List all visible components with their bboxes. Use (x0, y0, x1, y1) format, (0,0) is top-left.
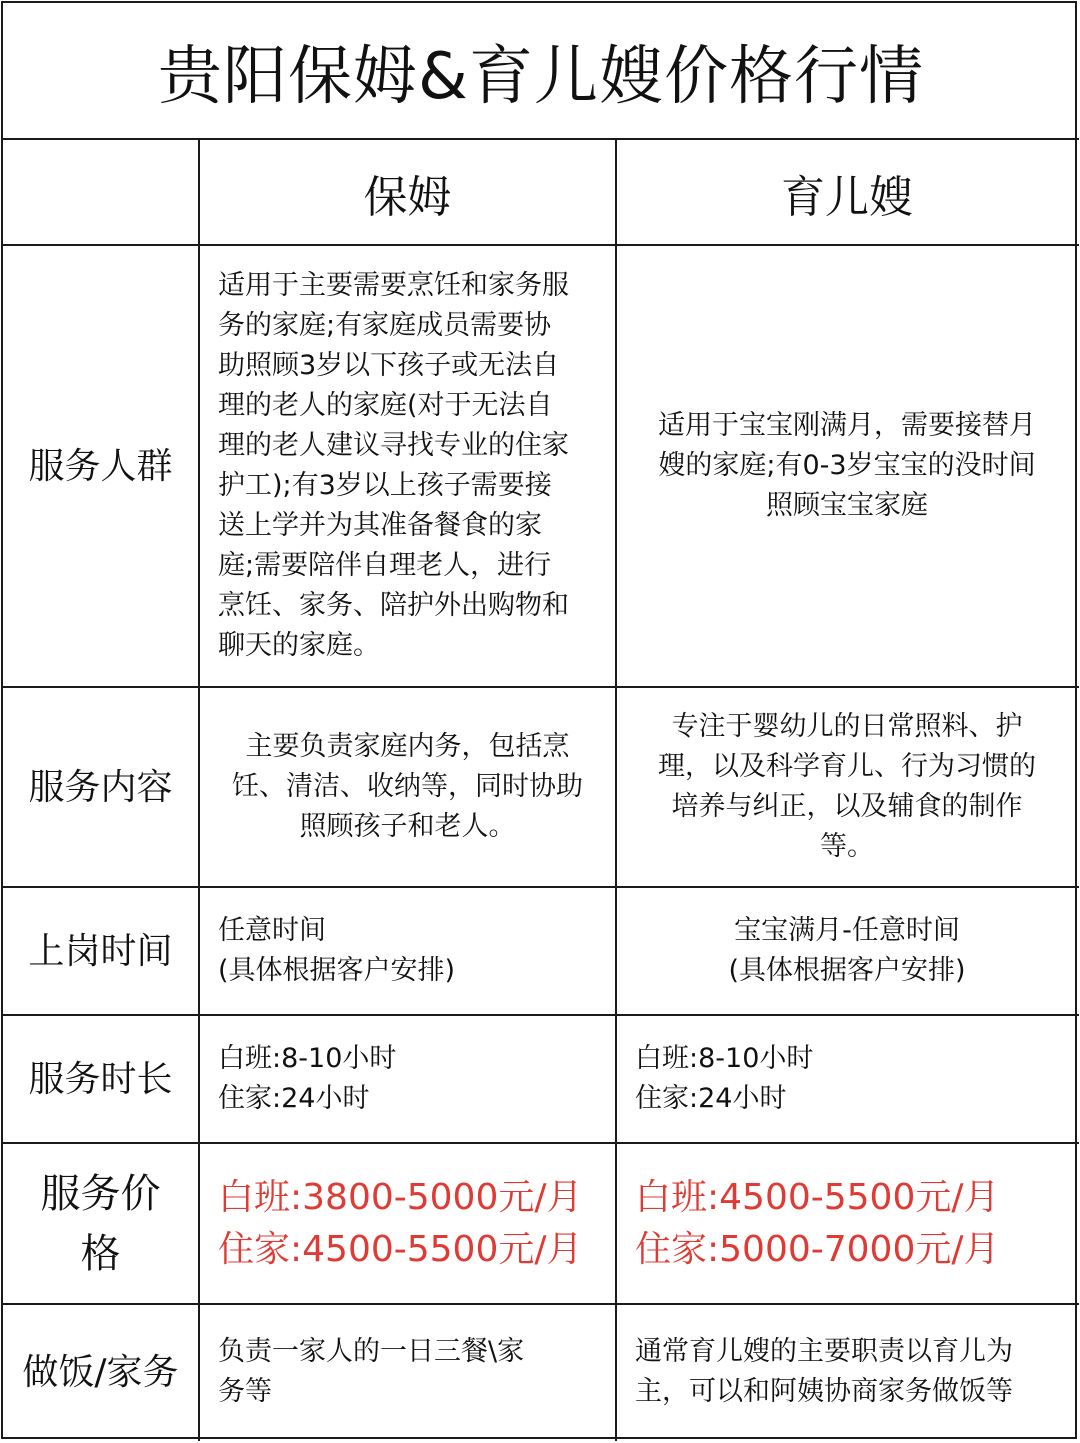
cell-crowd-nanny: 适用于主要需要烹饪和家务服 务的家庭;有家庭成员需要协 助照顾3岁以下孩子或无法自 理的老人的家庭(对于无法自 理的老人建议寻找专业的住家 护工);有3岁以上孩子需要接 送上学并为其准备餐食的家 庭;需要陪伴自理老人，进行 烹饪、家务、陪护外出购物和 聊天的家庭。 (218, 270, 569, 661)
row-label-start: 上岗时间 (28, 930, 173, 972)
cell-price-nanny (200, 1144, 615, 1303)
row-label-price (3, 1144, 198, 1303)
price-nanny-day: 白班:3800-5000元/月 (218, 1176, 583, 1218)
row-label-crowd: 服务人群 (28, 445, 173, 487)
cell-content-nanny: 主要负责家庭内务，包括烹 饪、清洁、收纳等，同时协助 照顾孩子和老人。 (232, 731, 583, 842)
cell-start-childcare: 宝宝满月-任意时间 (具体根据客户安排) (728, 915, 966, 986)
cell-cooking-nanny: 负责一家人的一日三餐\家 务等 (218, 1336, 525, 1407)
price-nanny-live: 住家:4500-5500元/月 (218, 1228, 583, 1270)
price-childcare-live: 住家:5000-7000元/月 (635, 1228, 1000, 1270)
row-label-price-text: 服务价格 (40, 1170, 161, 1277)
cell-start-nanny: 任意时间 (具体根据客户安排) (218, 915, 456, 986)
column-header-childcare: 育儿嫂 (781, 172, 913, 223)
cell-cooking-childcare: 通常育儿嫂的主要职责以育儿为 主，可以和阿姨协商家务做饭等 (635, 1336, 1013, 1407)
cell-crowd-childcare: 适用于宝宝刚满月，需要接替月 嫂的家庭;有0-3岁宝宝的没时间 照顾宝宝家庭 (658, 410, 1036, 521)
cell-content-childcare: 专注于婴幼儿的日常照料、护 理，以及科学育儿、行为习惯的 培养与纠正，以及辅食的制作 等。 (658, 711, 1036, 862)
row-label-duration: 服务时长 (28, 1058, 173, 1100)
row-label-cooking: 做饭/家务 (22, 1351, 179, 1393)
page-title: 贵阳保姆&育儿嫂价格行情 (3, 3, 1079, 140)
cell-price-childcare (617, 1144, 1077, 1303)
price-childcare-day: 白班:4500-5500元/月 (635, 1176, 1000, 1218)
cell-duration-childcare: 白班:8-10小时 住家:24小时 (635, 1043, 814, 1114)
row-label-content: 服务内容 (28, 766, 173, 808)
price-table (1, 1, 1077, 1439)
column-header-nanny: 保姆 (363, 172, 452, 223)
cell-duration-nanny: 白班:8-10小时 住家:24小时 (218, 1043, 397, 1114)
